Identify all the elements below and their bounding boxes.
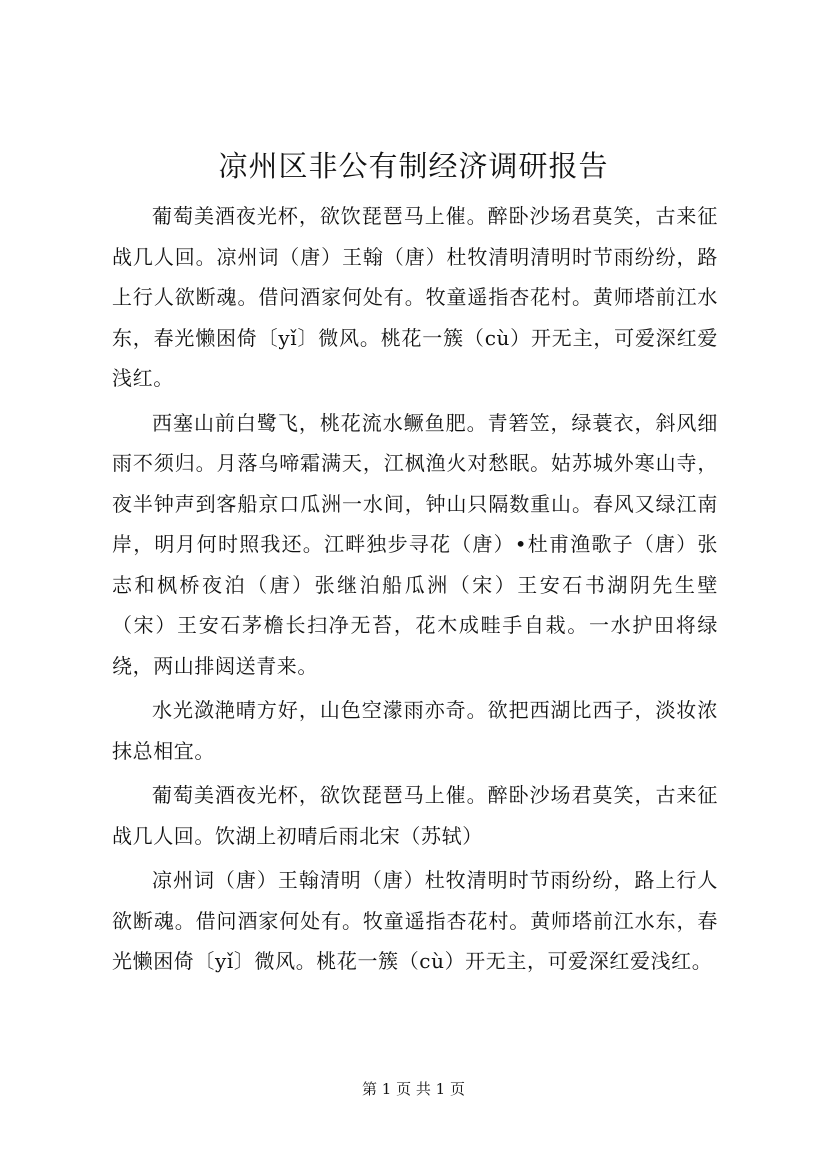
paragraph-2: 西塞山前白鹭飞，桃花流水鳜鱼肥。青箬笠，绿蓑衣，斜风细雨不须归。月落乌啼霜满天，江枫渔火对愁眠。姑苏城外寒山寺，夜半钟声到客船京口瓜洲一水间，钟山只隔数重山。春风又绿江南岸，明月何时照我还。江畔独步寻花（唐）•杜甫渔歌子（唐）张志和枫桥夜泊（唐）张继泊船瓜洲（宋）王安石书湖阴先生壁（宋）王安石茅檐长扫净无苔，花木成畦手自栽。一水护田将绿绕，两山排闼送青来。 [112, 410, 718, 678]
paragraph-1: 葡萄美酒夜光杯，欲饮琵琶马上催。醉卧沙场君莫笑，古来征战几人回。凉州词（唐）王翰（唐）杜牧清明清明时节雨纷纷，路上行人欲断魂。借问酒家何处有。牧童遥指杏花村。黄师塔前江水东，春光懒困倚〔yǐ〕微风。桃花一簇（cù）开无主，可爱深红爱浅红。 [112, 204, 718, 390]
paragraph-3: 水光潋滟晴方好，山色空濛雨亦奇。欲把西湖比西子，淡妆浓抹总相宜。 [112, 698, 718, 763]
page-number-footer: 第 1 页 共 1 页 [362, 1080, 465, 1098]
paragraph-5: 凉州词（唐）王翰清明（唐）杜牧清明时节雨纷纷，路上行人欲断魂。借问酒家何处有。牧童遥指杏花村。黄师塔前江水东，春光懒困倚〔yǐ〕微风。桃花一簇（cù）开无主，可爱深红爱浅红。 [112, 868, 718, 973]
document-body [112, 196, 718, 982]
paragraph-4: 葡萄美酒夜光杯，欲饮琵琶马上催。醉卧沙场君莫笑，古来征战几人回。饮湖上初晴后雨北宋（苏轼） [112, 783, 718, 848]
document-title: 凉州区非公有制经济调研报告 [218, 149, 609, 183]
